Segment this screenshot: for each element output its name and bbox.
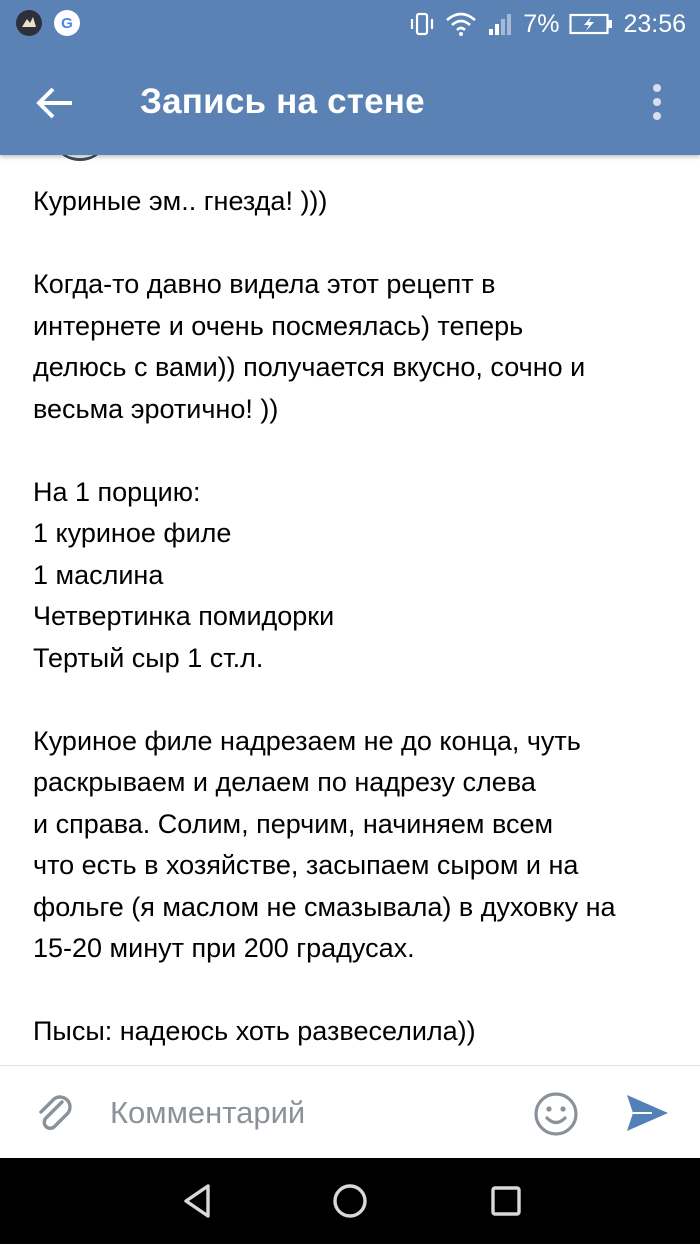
clock: 23:56 — [623, 9, 686, 38]
post-line: делюсь с вами)) получается вкусно, сочно и — [33, 352, 586, 382]
nav-recents-button[interactable] — [483, 1178, 529, 1224]
post-line: и справа. Солим, перчим, начиняем всем — [33, 808, 554, 839]
smiley-icon — [532, 1090, 580, 1138]
home-circle-icon — [327, 1178, 373, 1224]
paperclip-icon — [32, 1090, 78, 1136]
status-bar — [0, 0, 700, 48]
app-header — [0, 0, 700, 155]
post-line: 15-20 минут при 200 градусах. — [33, 933, 415, 963]
more-options-button[interactable] — [640, 80, 674, 124]
toolbar — [0, 48, 700, 155]
post-line — [33, 223, 673, 265]
google-icon: G — [54, 10, 80, 36]
back-button[interactable] — [30, 78, 80, 128]
avatar — [50, 155, 110, 161]
post-line: что есть в хозяйстве, засыпаем сыром и на — [33, 850, 579, 880]
comment-bar — [0, 1065, 700, 1158]
post-line: весьма эротично! )) — [33, 393, 279, 424]
post-line: фольге (я маслом не смазывала) в духовку на — [33, 891, 616, 922]
post-line: интернете и очень посмеялась) теперь — [33, 310, 524, 341]
battery-percent: 7% — [523, 9, 560, 38]
post-line: Тертый сыр 1 ст.л. — [33, 642, 264, 673]
post-line: Когда-то давно видела этот рецепт в — [33, 269, 496, 299]
attach-button[interactable] — [32, 1090, 78, 1136]
post-content[interactable] — [0, 155, 700, 1065]
recents-square-icon — [483, 1178, 529, 1224]
post-line: 1 куриное филе — [33, 518, 232, 548]
post-line: Куриное филе надрезаем не до конца, чуть — [33, 725, 581, 756]
more-vertical-icon — [640, 80, 674, 124]
vibrate-icon — [409, 11, 435, 37]
post-line: раскрываем и делаем по надрезу слева — [33, 767, 536, 797]
emoji-button[interactable] — [532, 1090, 580, 1138]
wifi-icon — [445, 11, 477, 37]
post-line — [33, 430, 673, 472]
battery-charging-icon — [569, 12, 613, 36]
post-line: Куриные эм.. гнезда! ))) — [33, 186, 328, 216]
page-title: Запись на стене — [140, 82, 425, 121]
signal-icon — [487, 11, 513, 37]
post-line: На 1 порцию: — [33, 476, 201, 507]
nav-home-button[interactable] — [327, 1178, 373, 1224]
comment-input[interactable] — [110, 1088, 520, 1138]
app-notification-icon — [16, 10, 42, 36]
post-line — [33, 679, 673, 721]
send-icon — [622, 1090, 672, 1136]
post-line — [33, 970, 673, 1012]
send-button[interactable] — [622, 1090, 672, 1136]
system-nav-bar — [0, 1158, 700, 1244]
post-line: 1 маслина — [33, 559, 164, 590]
back-triangle-icon — [175, 1178, 221, 1224]
post-text — [33, 181, 673, 1053]
post-line: Пысы: надеюсь хоть развеселила)) — [33, 1016, 476, 1046]
nav-back-button[interactable] — [175, 1178, 221, 1224]
arrow-left-icon — [30, 78, 80, 128]
post-line: Четвертинка помидорки — [33, 601, 335, 631]
